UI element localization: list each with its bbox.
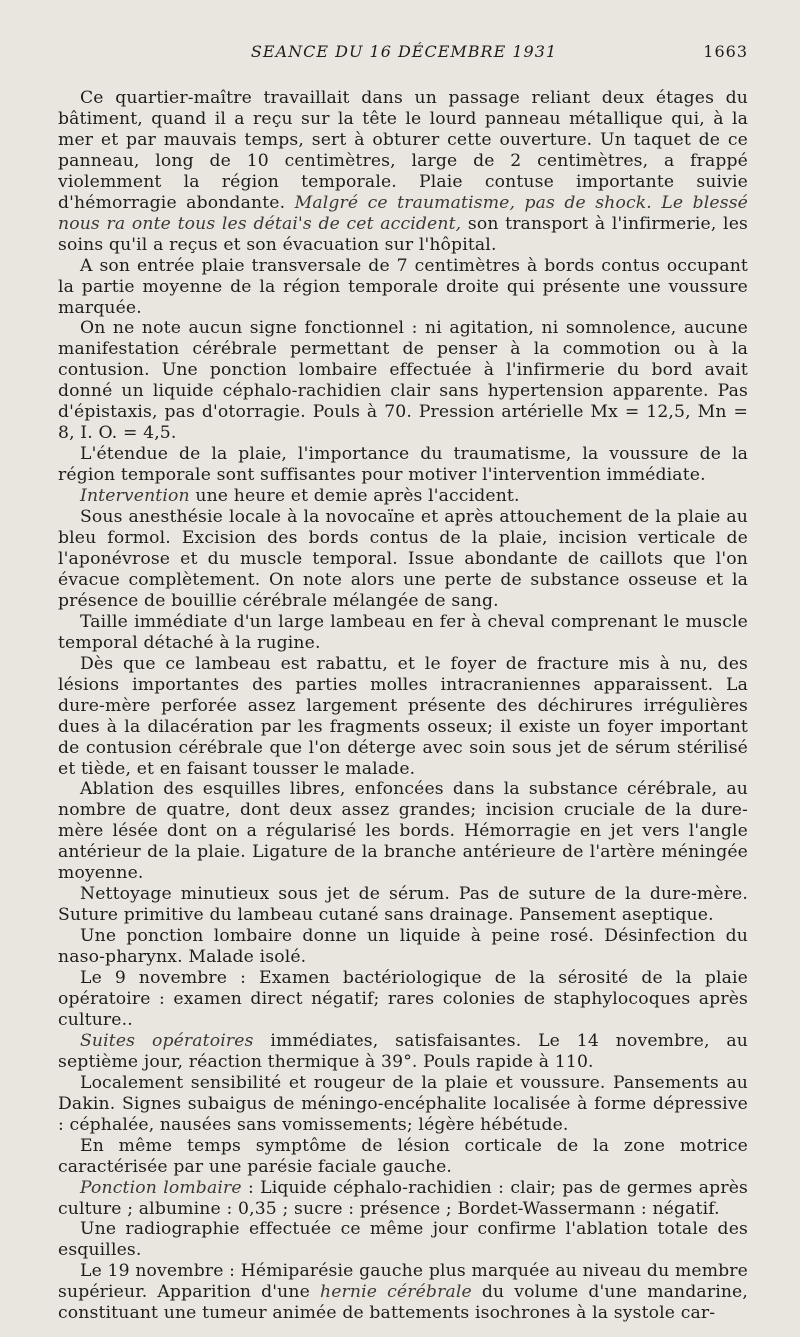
paragraph-text: Localement sensibilité et rougeur de la plaie et voussure. Pansements au Dakin. Signes subaigus de méningo-encéphalite localisée à forme dépressive : céphalée, nausées sans vomissements; légère hébétude. <box>58 1072 748 1135</box>
paragraph-text: En même temps symptôme de lésion corticale de la zone motrice caractérisée par une parésie faciale gauche. <box>58 1135 748 1177</box>
paragraph-text: Le 9 novembre : Examen bactériologique de la sérosité de la plaie opératoire : examen direct négatif; rares colonies de staphylocoques après culture.. <box>58 968 748 1030</box>
paragraph <box>58 1261 748 1324</box>
italic-text: Ponction lombaire <box>80 1177 242 1198</box>
paragraph <box>58 884 748 926</box>
paragraph-text: On ne note aucun signe fonctionnel : ni agitation, ni somnolence, aucune manifestation cérébrale permettant de penser à la commotion ou à la contusion. Une ponction lombaire effectuée à l'infirmerie du bord avait donné un liquide céphalo-rachidien clair sans hypertension apparente. Pas d'épistaxis, pas d'otorragie. Pouls à 70. Pression artérielle Mx = 12,5, Mn = 8, I. O. = 4,5. <box>58 318 748 444</box>
paragraph <box>58 926 748 968</box>
paragraph-text: Une ponction lombaire donne un liquide à peine rosé. Désinfection du naso-pharynx. Malade isolé. <box>58 926 748 968</box>
paragraph <box>58 1219 748 1261</box>
article-body <box>58 88 748 1324</box>
paragraph <box>58 779 748 884</box>
paragraph-text: son transport à l'infirmerie, les soins qu'il a reçus et son évacuation sur l'hôpital. <box>58 213 748 255</box>
paragraph-text: Dès que ce lambeau est rabattu, et le foyer de fracture mis à nu, des lésions importantes des parties molles intracraniennes apparaissent. La dure-mère perforée assez largement présente des déchirures irrégulières dues à la dilacération par les fragments osseux; il existe un foyer important de contusion cérébrale que l'on déterge avec soin sous jet de sérum stérilisé et tiède, et en faisant tousser le malade. <box>58 653 748 779</box>
page-number: 1663 <box>703 42 748 61</box>
paragraph <box>58 968 748 1031</box>
paragraph-text: Nettoyage minutieux sous jet de sérum. Pas de suture de la dure-mère. Suture primitive du lambeau cutané sans drainage. Pansement aseptique. <box>58 884 748 926</box>
paragraph <box>58 1031 748 1073</box>
paragraph-text: une heure et demie après l'accident. <box>189 486 520 507</box>
italic-text: Suites opératoires <box>80 1030 254 1051</box>
paragraph-text: du volume d'une mandarine, constituant une tumeur animée de battements isochrones à la systole car- <box>58 1282 748 1324</box>
paragraph <box>58 654 748 780</box>
paragraph-text: Une radiographie effectuée ce même jour confirme l'ablation totale des esquilles. <box>58 1219 748 1261</box>
paragraph-text: Taille immédiate d'un large lambeau en fer à cheval comprenant le muscle temporal détaché à la rugine. <box>58 611 748 653</box>
paragraph-text: L'étendue de la plaie, l'importance du traumatisme, la voussure de la région temporale sont suffisantes pour motiver l'intervention immédiate. <box>58 444 748 486</box>
paragraph <box>58 1073 748 1136</box>
paragraph <box>58 256 748 319</box>
paragraph-text: Le 19 novembre : Hémiparésie gauche plus marquée au niveau du membre supérieur. Apparition d'une <box>58 1261 748 1303</box>
running-title: SEANCE DU 16 DÉCEMBRE 1931 <box>250 42 558 61</box>
paragraph <box>58 507 748 612</box>
paragraph <box>58 444 748 486</box>
paragraph-text: : Liquide céphalo-rachidien : clair; pas de germes après culture ; albumine : 0,35 ; sucre : présence ; Bordet-Wassermann : négatif. <box>58 1177 748 1219</box>
paragraph-text: immédiates, satisfaisantes. Le 14 novembre, au septième jour, réaction thermique à 39°. Pouls rapide à 110. <box>58 1030 748 1072</box>
paragraph-text: A son entrée plaie transversale de 7 centimètres à bords contus occupant la partie moyenne de la région temporale droite qui présente une voussure marquée. <box>58 255 748 318</box>
paragraph <box>58 1178 748 1220</box>
page-header <box>60 42 748 66</box>
paragraph <box>58 88 748 256</box>
italic-text: hernie cérébrale <box>319 1282 472 1303</box>
paragraph <box>58 486 748 507</box>
paragraph-text: Ablation des esquilles libres, enfoncées dans la substance cérébrale, au nombre de quatre, dont deux assez grandes; incision cruciale de la dure-mère lésée dont on a régularisé les bords. Hémorragie en jet vers l'angle antérieur de la plaie. Ligature de la branche antérieure de l'artère méningée moyenne. <box>58 779 748 884</box>
paragraph-text: Sous anesthésie locale à la novocaïne et après attouchement de la plaie au bleu formol. Excision des bords contus de la plaie, incision verticale de l'aponévrose et du muscle temporal. Issue abondante de caillots que l'on évacue complètement. On note alors une perte de substance osseuse et la présence de bouillie cérébrale mélangée de sang. <box>58 507 748 611</box>
italic-text: Malgré ce traumatisme, pas de shock. Le blessé nous ra onte tous les détai's de cet accident, <box>58 192 748 234</box>
paragraph <box>58 1136 748 1178</box>
italic-text: Intervention <box>80 486 190 507</box>
paragraph-text: Ce quartier-maître travaillait dans un passage reliant deux étages du bâtiment, quand il a reçu sur la tête le lourd panneau métallique qui, à la mer et par mauvais temps, sert à obturer cette ouverture. Un taquet de ce panneau, long de 10 centimètres, large de 2 centimètres, a frappé violemment la région temporale. Plaie contuse importante suivie d'hémorragie abondante. <box>58 88 748 213</box>
paragraph <box>58 318 748 444</box>
paragraph <box>58 612 748 654</box>
